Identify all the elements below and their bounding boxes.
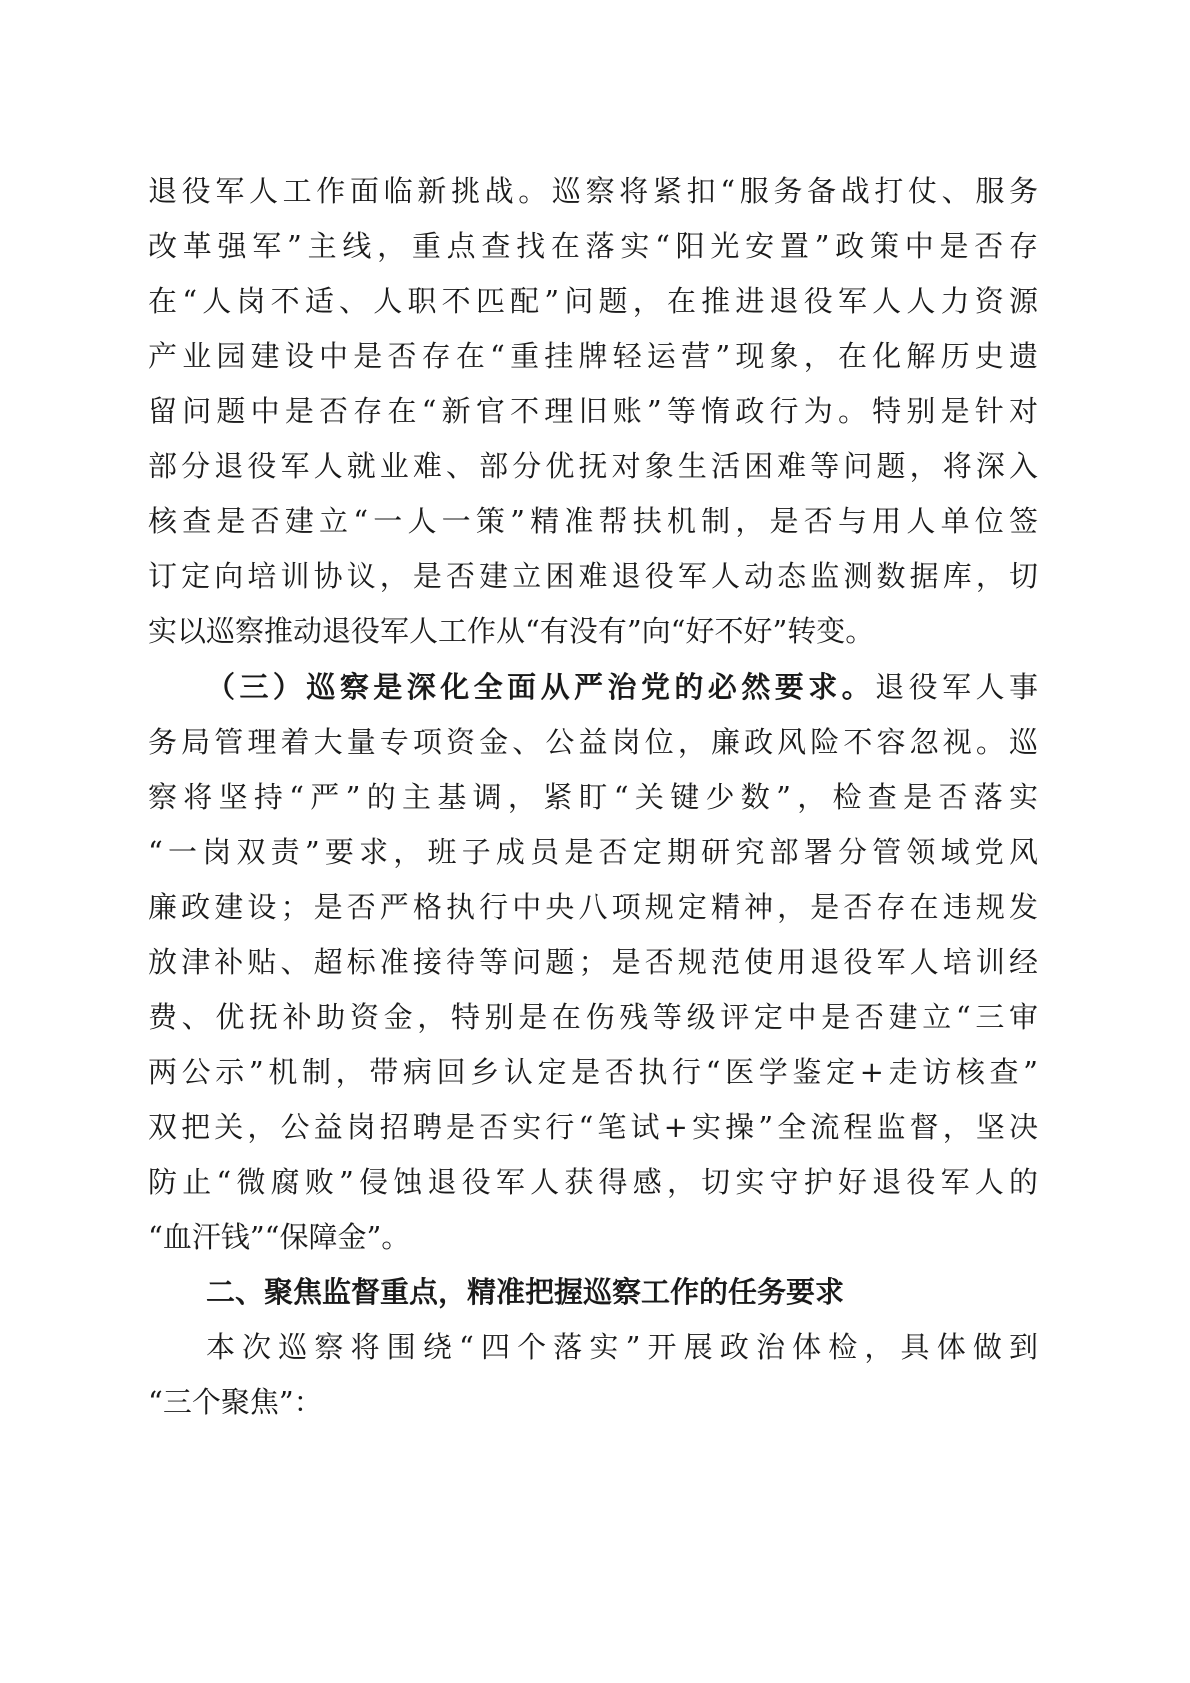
text-line: “一岗双责”要求，班子成员是否定期研究部署分管领域党风 (148, 835, 1038, 869)
paragraph-2-first-line (206, 659, 1038, 715)
text-line: 改革强军”主线，重点查找在落实“阳光安置”政策中是否存 (148, 229, 1038, 263)
text-line: 放津补贴、超标准接待等问题；是否规范使用退役军人培训经 (148, 945, 1038, 979)
text-line: 两公示”机制，带病回乡认定是否执行“医学鉴定+走访核查” (148, 1055, 1038, 1089)
text-span: 退役军人事 (875, 670, 1038, 704)
text-line: “三个聚焦”： (148, 1385, 323, 1419)
text-line: 实以巡察推动退役军人工作从“有没有”向“好不好”转变。 (148, 614, 875, 648)
text-line: 务局管理着大量专项资金、公益岗位，廉政风险不容忽视。巡 (148, 725, 1038, 759)
text-line: 留问题中是否存在“新官不理旧账”等惰政行为。特别是针对 (148, 394, 1038, 428)
text-line: 察将坚持“严”的主基调，紧盯“关键少数”，检查是否落实 (148, 780, 1038, 814)
text-line: 部分退役军人就业难、部分优抚对象生活困难等问题，将深入 (148, 449, 1038, 483)
text-line: 订定向培训协议，是否建立困难退役军人动态监测数据库，切 (148, 559, 1038, 593)
text-line: 防止“微腐败”侵蚀退役军人获得感，切实守护好退役军人的 (148, 1165, 1038, 1199)
text-line: 在“人岗不适、人职不匹配”问题，在推进退役军人人力资源 (148, 284, 1038, 318)
heading-text: 二、聚焦监督重点，精准把握巡察工作的任务要求 (206, 1275, 845, 1309)
text-line: 双把关，公益岗招聘是否实行“笔试+实操”全流程监督，坚决 (148, 1110, 1038, 1144)
text-line: 退役军人工作面临新挑战。巡察将紧扣“服务备战打仗、服务 (148, 174, 1038, 208)
text-line: 产业园建设中是否存在“重挂牌轻运营”现象，在化解历史遗 (148, 339, 1038, 373)
section-lead-3: （三）巡察是深化全面从严治党的必然要求。 (206, 670, 876, 704)
text-line: 廉政建设；是否严格执行中央八项规定精神，是否存在违规发 (148, 890, 1038, 924)
text-line: 费、优抚补助资金，特别是在伤残等级评定中是否建立“三审 (148, 1000, 1038, 1034)
text-line: “血汗钱”“保障金”。 (148, 1220, 411, 1254)
text-line: 核查是否建立“一人一策”精准帮扶机制，是否与用人单位签 (148, 504, 1038, 538)
text-line: 本次巡察将围绕“四个落实”开展政治体检，具体做到 (206, 1330, 1038, 1364)
